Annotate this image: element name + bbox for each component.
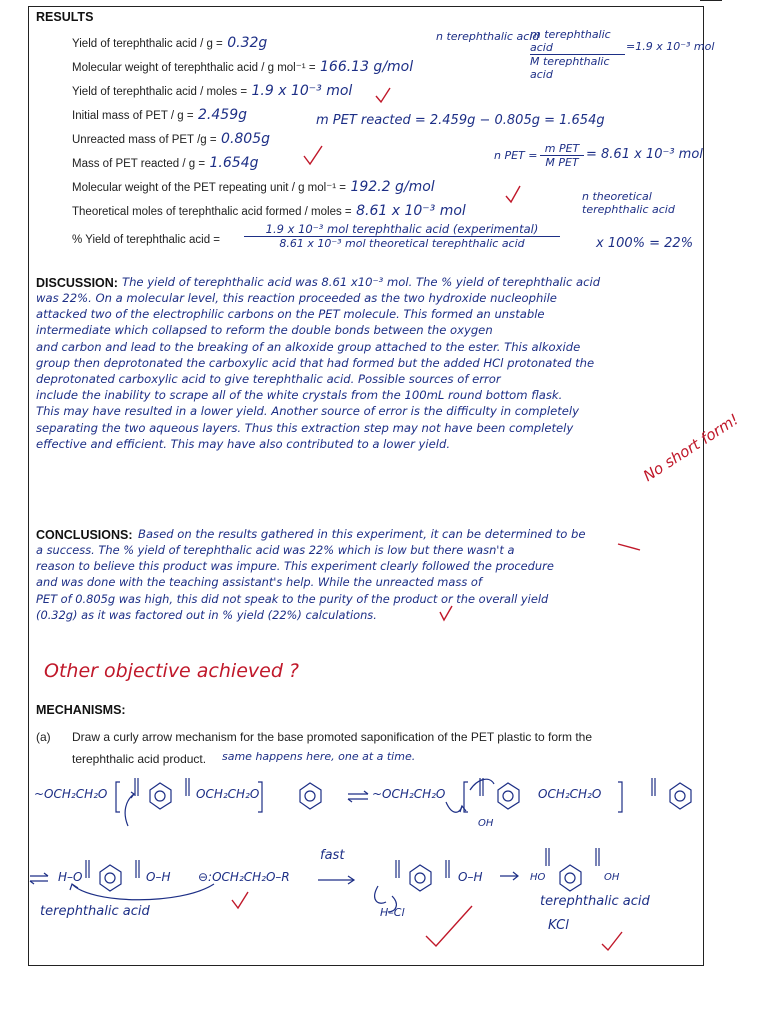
conclusions-line: PET of 0.805g was high, this did not speak to the purity of the product or the overall yield bbox=[36, 591, 549, 606]
benzene-ring-icon bbox=[498, 783, 519, 809]
chem-oh2: OH bbox=[604, 872, 620, 883]
discussion-line: intermediate which collapsed to reform the double bonds between the oxygen bbox=[36, 323, 493, 338]
chem-oh: OH bbox=[478, 818, 494, 829]
n-terephthalic-result: =1.9 x 10⁻³ mol bbox=[626, 40, 715, 53]
checkmark-icon bbox=[440, 606, 452, 620]
discussion-line: group then deprotonated the carboxylic acid that had formed but the added HCl protonated the bbox=[36, 355, 595, 370]
mechanism-item-text-1: Draw a curly arrow mechanism for the base promoted saponification of the PET plastic to form the bbox=[72, 730, 593, 744]
grader-margin-note: No short form! bbox=[640, 410, 742, 486]
result-value: 166.13 g/mol bbox=[320, 59, 414, 75]
chem-row2-c: ⊖:OCH₂CH₂O–R bbox=[198, 870, 290, 884]
fraction-denominator: M terephthalic acid bbox=[530, 55, 610, 81]
arrow-icon bbox=[618, 544, 640, 550]
result-value: 1.654g bbox=[209, 155, 259, 171]
conclusions-heading: CONCLUSIONS: bbox=[36, 528, 133, 542]
mechanisms-heading: MECHANISMS: bbox=[36, 703, 126, 717]
grader-checkmarks bbox=[232, 88, 640, 950]
checkmark-icon bbox=[304, 146, 322, 164]
discussion-line: This may have resulted in a lower yield. Another source of error is the difficulty in completely bbox=[36, 404, 579, 419]
label-terephthalic-right: terephthalic acid bbox=[540, 894, 650, 909]
fraction-numerator: m PET bbox=[544, 142, 580, 155]
discussion-line: The yield of terephthalic acid was 8.61 x10⁻³ mol. The % yield of terephthalic acid bbox=[122, 275, 601, 289]
fraction-denominator: M PET bbox=[545, 156, 579, 169]
npet-result: = 8.61 x 10⁻³ mol bbox=[586, 147, 703, 162]
checkmark-icon bbox=[376, 88, 390, 102]
result-label: Mass of PET reacted / g = bbox=[72, 158, 206, 170]
chem-fast: fast bbox=[320, 848, 345, 863]
discussion-line: was 22%. On a molecular level, this reaction proceeded as the two hydroxide nucleophile bbox=[36, 291, 557, 305]
checkmark-icon bbox=[426, 906, 472, 946]
conclusions-line: Based on the results gathered in this experiment, it can be determined to be bbox=[138, 527, 586, 541]
chem-row2-a: H–O bbox=[58, 870, 83, 884]
conclusions-line: a success. The % yield of terephthalic acid was 22% which is low but there wasn't a bbox=[36, 543, 515, 557]
result-value: 8.61 x 10⁻³ mol bbox=[356, 203, 466, 219]
result-value: 0.32g bbox=[227, 35, 268, 51]
mechanism-item-text-2: terephthalic acid product. bbox=[72, 752, 207, 766]
discussion-line: effective and efficient. This may have also contributed to a lower yield. bbox=[36, 436, 451, 451]
benzene-ring-icon bbox=[670, 783, 691, 809]
chem-row2-d: O–H bbox=[458, 870, 483, 884]
checkmark-icon bbox=[506, 186, 520, 202]
result-label: Yield of terephthalic acid / moles = bbox=[72, 86, 248, 98]
result-label: Molecular weight of the PET repeating unit / g mol⁻¹ = bbox=[72, 182, 347, 194]
discussion-line: include the inability to scrape all of the white crystals from the 100mL round bottom flask. bbox=[36, 388, 563, 403]
result-label: Molecular weight of terephthalic acid / g mol⁻¹ = bbox=[72, 62, 316, 74]
result-value: 0.805g bbox=[221, 131, 270, 147]
label-kcl: KCl bbox=[548, 918, 569, 933]
result-value: 2.459g bbox=[198, 107, 247, 123]
discussion-heading: DISCUSSION: bbox=[36, 276, 118, 290]
mechanism-item-label: (a) bbox=[36, 730, 51, 744]
results-heading: RESULTS bbox=[36, 10, 94, 24]
mpet-reacted-calc: m PET reacted = 2.459g − 0.805g = 1.654g bbox=[316, 113, 605, 128]
benzene-ring-icon bbox=[150, 783, 171, 809]
result-label: % Yield of terephthalic acid = bbox=[72, 234, 220, 246]
fraction-numerator: 1.9 x 10⁻³ mol terephthalic acid (experimental) bbox=[265, 222, 539, 236]
discussion-line: deprotonated carboxylic acid to give terephthalic acid. Possible sources of error bbox=[36, 372, 501, 387]
benzene-ring-icon bbox=[560, 865, 581, 891]
fraction-numerator: m terephthalic acid bbox=[530, 28, 611, 54]
benzene-ring-icon bbox=[300, 783, 321, 809]
benzene-ring-icon bbox=[100, 865, 121, 891]
result-value: 192.2 g/mol bbox=[350, 179, 435, 195]
chem-row1-mid: OCH₂CH₂O bbox=[196, 787, 260, 801]
result-label: Theoretical moles of terephthalic acid formed / moles = bbox=[72, 206, 352, 218]
result-label: Initial mass of PET / g = bbox=[72, 110, 194, 122]
npet-lhs: n PET = bbox=[494, 149, 538, 162]
discussion-line: separating the two aqueous layers. Thus this extraction step may not have been completely bbox=[36, 420, 574, 435]
conclusions-line: reason to believe this product was impure. This experiment clearly followed the procedure bbox=[36, 559, 554, 574]
discussion-line: attacked two of the electrophilic carbons on the PET molecule. This formed an unstable bbox=[36, 307, 545, 322]
chem-row2-b: O–H bbox=[146, 870, 171, 884]
chem-row1-left: ~OCH₂CH₂O bbox=[34, 787, 108, 801]
n-terephthalic-lhs: n terephthalic acid bbox=[436, 30, 540, 43]
result-label: Yield of terephthalic acid / g = bbox=[72, 38, 223, 50]
grader-comment: Other objective achieved ? bbox=[44, 660, 300, 682]
chem-row1-far: OCH₂CH₂O bbox=[538, 787, 602, 801]
chem-hcl: H–Cl bbox=[380, 906, 405, 919]
fraction-denominator: 8.61 x 10⁻³ mol theoretical terephthalic acid bbox=[279, 237, 525, 250]
result-label: Unreacted mass of PET /g = bbox=[72, 134, 217, 146]
result-value: 1.9 x 10⁻³ mol bbox=[251, 83, 353, 99]
chem-row1-right: ~OCH₂CH₂O bbox=[372, 787, 446, 801]
conclusions-line: (0.32g) as it was factored out in % yield (22%) calculations. bbox=[36, 607, 377, 622]
discussion-line: and carbon and lead to the breaking of an alkoxide group attached to the ester. This alkoxide bbox=[36, 339, 581, 354]
chem-ho: HO bbox=[530, 872, 546, 883]
conclusions-line: and was done with the teaching assistant's help. While the unreacted mass of bbox=[36, 575, 482, 590]
checkmark-icon bbox=[602, 932, 622, 950]
checkmark-icon bbox=[232, 892, 248, 908]
mechanism-note: same happens here, one at a time. bbox=[222, 750, 416, 763]
percent-yield-result: x 100% = 22% bbox=[596, 236, 694, 251]
benzene-ring-icon bbox=[410, 865, 431, 891]
label-terephthalic-left: terephthalic acid bbox=[40, 904, 150, 919]
n-theoretical-note: n theoretical terephthalic acid bbox=[582, 190, 675, 216]
